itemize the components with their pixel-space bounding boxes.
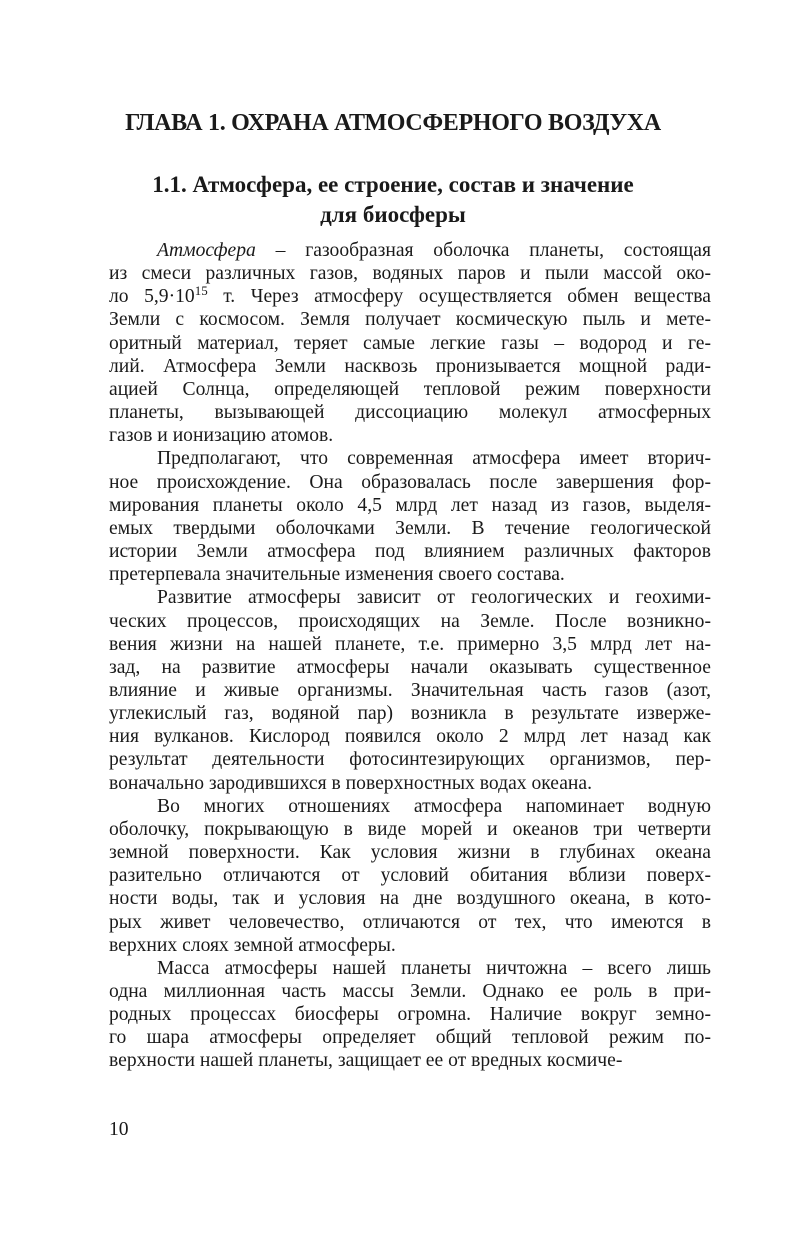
page-number: 10 [109,1119,129,1140]
text-line: верхних слоях земной атмосферы. [109,934,396,956]
text-line: из смеси различных газов, водяных паров и пыли массой око- [109,263,711,285]
text-line: мирования планеты около 4,5 млрд лет назад из газов, выделя- [109,494,711,516]
line-text: – газообразная оболочка планеты, состоящая [255,240,711,261]
text-line: ацией Солнца, определяющей тепловой режим поверхности [109,378,711,400]
text-line: зад, на развитие атмосферы начали оказывать существенное [109,656,711,678]
section-title [100,170,686,230]
section-title-line-1: 1.1. Атмосфера, ее строение, состав и значение [152,172,634,197]
text-line: разительно отличаются от условий обитания вблизи поверх- [109,865,711,887]
paragraph [109,447,711,586]
text-line: воначально зародившихся в поверхностных водах океана. [109,772,593,794]
text-line [109,285,711,308]
line-text: т. Через атмосферу осуществляется обмен вещества [207,286,711,308]
text-line: вения жизни на нашей планете, т.е. примерно 3,5 млрд лет на- [109,633,711,655]
text-line: ности воды, так и условия на дне воздушного океана, в кото- [109,888,711,910]
text-line: результат деятельности фотосинтезирующих организмов, пер- [109,749,711,771]
section-title-line-2: для биосферы [320,202,466,227]
text-line: планеты, вызывающей диссоциацию молекул атмосферных [109,402,711,424]
text-line: Во многих отношениях атмосфера напоминает водную [157,795,711,817]
paragraph [109,586,711,794]
text-line: одна миллионная часть массы Земли. Однако ее роль в при- [109,981,711,1002]
text-line: углекислый газ, водяной пар) возникла в результате изверже- [109,703,711,725]
defined-term: Атмосфера [157,240,256,261]
paragraph [109,957,711,1073]
text-line: Предполагают, что современная атмосфера имеет вторич- [157,448,711,470]
chapter-title: ГЛАВА 1. ОХРАНА АТМОСФЕРНОГО ВОЗДУХА [125,110,661,136]
text-line: Земли с космосом. Земля получает космическую пыль и мете- [109,309,711,331]
paragraph [109,239,711,447]
paragraph [109,795,711,957]
text-line: емых твердыми оболочками Земли. В течение геологической [109,517,711,539]
text-line: родных процессах биосферы огромна. Наличие вокруг земно- [109,1004,711,1026]
text-line: го шара атмосферы определяет общий тепловой режим по- [109,1027,711,1049]
text-line: претерпевала значительные изменения своего состава. [109,564,565,586]
text-line: верхности нашей планеты, защищает ее от вредных космиче- [109,1050,623,1072]
text-line: влияние и живые организмы. Значительная часть газов (азот, [109,679,711,701]
text-line: ния вулканов. Кислород появился около 2 млрд лет назад как [109,726,711,748]
text-line [109,239,711,262]
text-line: Развитие атмосферы зависит от геологических и геохими- [157,587,711,609]
text-line: оболочку, покрывающую в виде морей и океанов три четверти [109,818,711,840]
text-line: истории Земли атмосфера под влиянием различных факторов [109,541,711,563]
text-line: оритный материал, теряет самые легкие газы – водород и ге- [109,332,711,354]
text-line: ческих процессов, происходящих на Земле. После возникно- [109,610,711,632]
text-line: ное происхождение. Она образовалась после завершения фор- [109,471,711,493]
text-line: Масса атмосферы нашей планеты ничтожна – всего лишь [157,957,711,979]
text-line: газов и ионизацию атомов. [109,425,334,447]
text-line: лий. Атмосфера Земли насквозь пронизывается мощной ради- [109,355,711,377]
line-text: ло 5,9·10 [109,286,195,308]
text-line: земной поверхности. Как условия жизни в глубинах океана [109,842,711,864]
text-line: рых живет человечество, отличаются от тех, что имеются в [109,911,711,933]
exponent: 15 [194,283,208,299]
body-text [109,239,711,1073]
